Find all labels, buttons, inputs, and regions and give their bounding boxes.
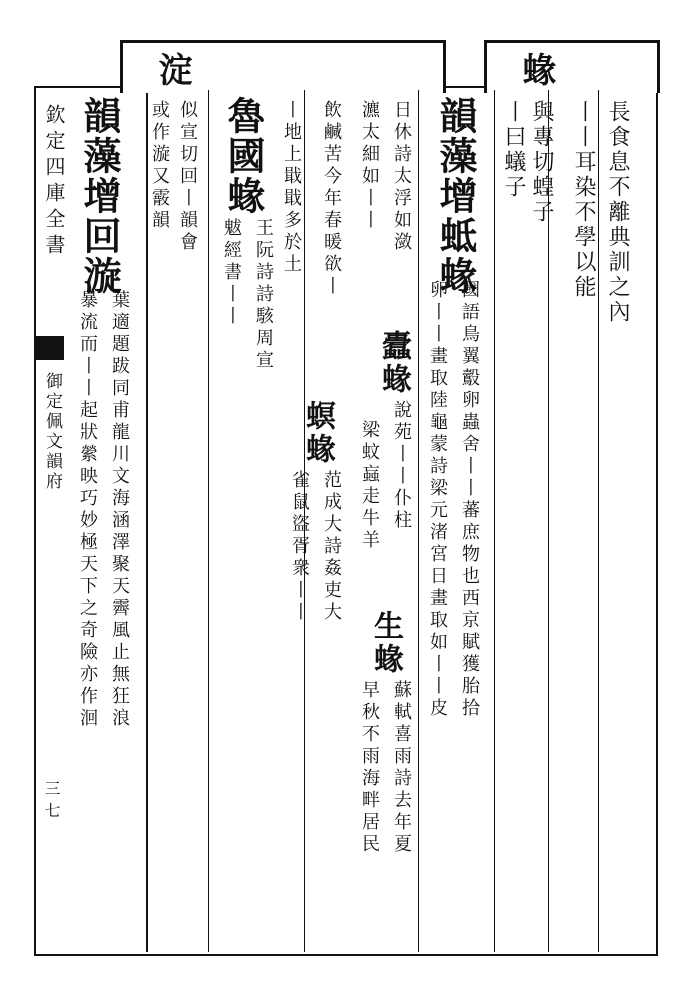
entry-heading: 螟蝝	[300, 400, 335, 466]
entry-heading: 蠹蝝	[376, 330, 411, 396]
side-marker	[36, 336, 64, 360]
col-divider	[598, 90, 599, 952]
text-column: 王阮詩詩駭周宣	[253, 218, 274, 372]
entry-heading: 生蝝	[368, 610, 403, 676]
text-column: 說苑丨丨仆柱	[391, 400, 412, 532]
text-column: 國語鳥翼鷇卵蟲舍丨丨蕃庶物也西京賦獲胎拾	[459, 280, 480, 720]
text-column: 長食息不離典訓之內	[605, 100, 630, 325]
text-column: 梁蚊蝱走牛羊	[359, 420, 380, 552]
text-column: 丨曰蟻子	[501, 100, 526, 200]
tab-left-char: 淀	[152, 52, 192, 86]
entry-heading: 魯國蝝	[221, 96, 266, 216]
col-divider	[494, 90, 495, 952]
text-column: 似宣切回丨韻會	[177, 100, 198, 254]
text-column: 或作漩又霰韻	[149, 100, 170, 232]
side-label-top: 欽定四庫全書	[42, 104, 66, 260]
text-column: 魃經書丨丨	[221, 218, 242, 328]
text-column: 蘇軾喜雨詩去年夏	[391, 680, 412, 856]
text-column: 早秋不雨海畔居民	[359, 680, 380, 856]
text-column: 葉適題跋同甫龍川文海涵澤聚天霽風止無狂浪	[109, 290, 130, 730]
tab-right-frame	[484, 40, 660, 93]
col-divider	[418, 90, 419, 952]
entry-heading: 韻藻增回漩	[77, 96, 122, 296]
text-column: 與專切蝗子	[529, 100, 554, 225]
text-column: 瀌太細如丨丨	[359, 100, 380, 232]
text-column: 日休詩太浮如潋	[391, 100, 412, 254]
text-column: 丨地上戢戢多於土	[281, 100, 302, 276]
entry-heading: 韻藻增蚳蝝	[433, 96, 478, 296]
text-column: 雀鼠盜胥衆丨丨	[289, 470, 310, 624]
page-number: 三七	[42, 780, 61, 824]
col-divider	[208, 90, 209, 952]
text-column: 卵丨丨畫取陸龜蒙詩梁元渚宮日畫取如丨丨皮	[427, 280, 448, 720]
text-column: 范成大詩姦吏大	[321, 470, 342, 624]
text-column: 暴流而丨丨起狀縈映巧妙極天下之奇險亦作洄	[77, 290, 98, 730]
tab-right-char: 蝝	[516, 52, 556, 86]
side-label-bottom: 御定佩文韻府	[42, 372, 62, 492]
text-column: 飲鹹苦今年春暖欲丨	[321, 100, 342, 298]
inner-rule	[146, 86, 148, 952]
text-column: 丨丨耳染不學以能	[571, 100, 596, 300]
